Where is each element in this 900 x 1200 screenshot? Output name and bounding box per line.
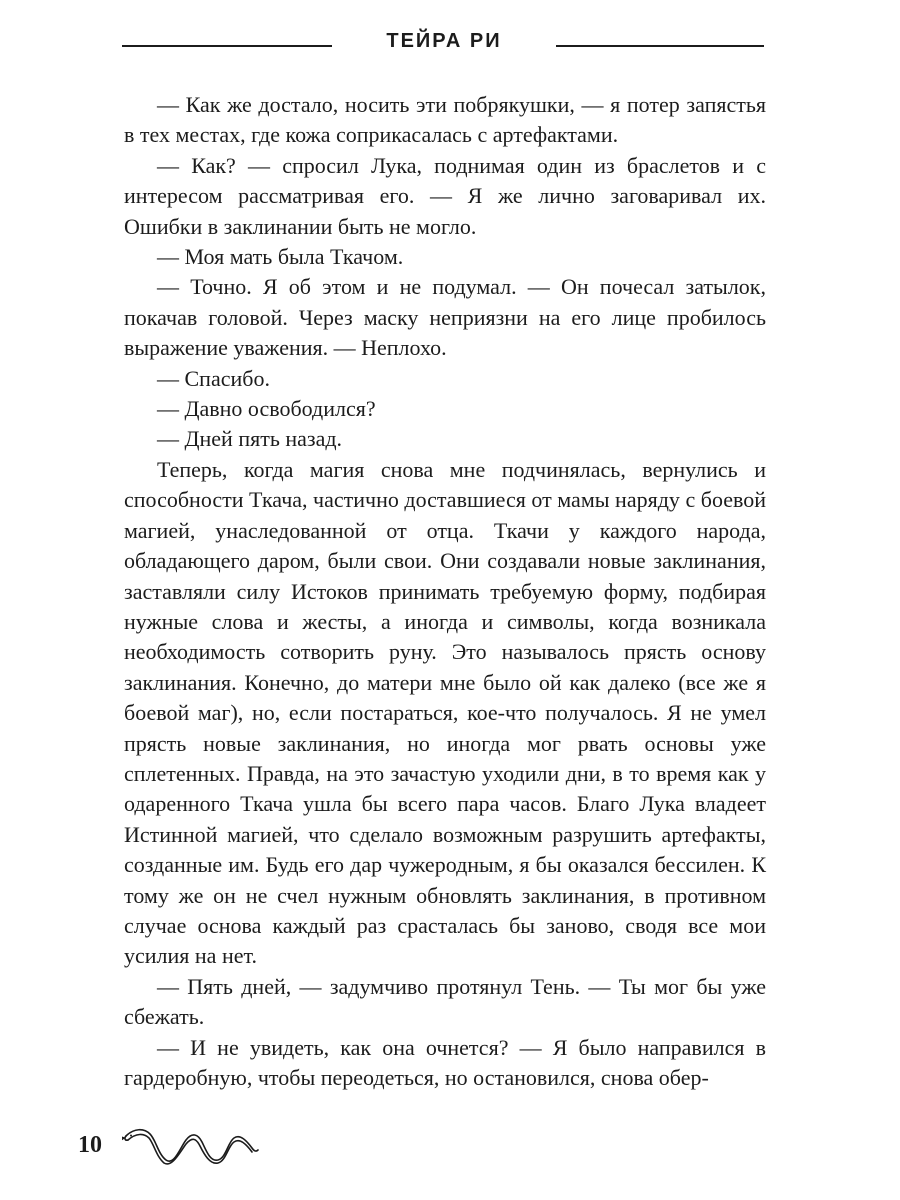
paragraph: — Как же достало, носить эти побрякушки, — я потер запястья в тех местах, где кожа соприкасалась с артефактами. — [124, 92, 766, 148]
body-text — [124, 90, 766, 1093]
paragraph: Теперь, когда магия снова мне подчинялась, вернулись и способности Ткача, частично доставшиеся от мамы наряду с боевой магией, унаследованной от отца. Ткачи у каждого народа, обладающего даром, были свои. Они создавали новые заклинания, заставляли силу Истоков принимать требуемую форму, подбирая нужные слова и жесты, а иногда и символы, когда возникала необходимость сотворить руну. Это называлось прясть основу заклинания. Конечно, до матери мне было ой как далеко (все же я боевой маг), но, если постараться, кое-что получалось. Я не умел прясть новые заклинания, но иногда мог рвать основы уже сплетенных. Правда, на это зачастую уходили дни, в то время как у одаренного Ткача ушла бы всего пара часов. Благо Лука владеет Истинной магией, что сделало возможным разрушить артефакты, созданные им. Будь его дар чужеродным, я бы оказался бессилен. К тому же он не счел нужным обновлять заклинания, в противном случае основа каждый раз срасталась бы заново, сводя все мои усилия на нет. — [124, 456, 766, 969]
paragraph: — Точно. Я об этом и не подумал. — Он почесал затылок, покачав головой. Через маску неприязни на его лице пробилось выражение уважения. — Неплохо. — [124, 274, 766, 361]
running-head: ТЕЙРА РИ — [386, 30, 502, 52]
serpent-ornament-icon — [122, 1120, 262, 1170]
paragraph: — И не увидеть, как она очнется? — Я было направился в гардеробную, чтобы переодеться, но остановился, снова обер- — [124, 1034, 766, 1090]
page-footer — [78, 1120, 378, 1180]
header-rule-right — [556, 45, 764, 47]
page-header — [122, 26, 764, 66]
paragraph: — Дней пять назад. — [157, 426, 343, 452]
paragraph: — Спасибо. — [157, 365, 270, 391]
paragraph: — Пять дней, — задумчиво протянул Тень. — Ты мог бы уже сбежать. — [124, 973, 766, 1030]
page-number: 10 — [78, 1132, 102, 1158]
paragraph: — Моя мать была Ткачом. — [157, 244, 404, 270]
paragraph: — Как? — спросил Лука, поднимая один из браслетов и с интересом рассматривая его. — Я же лично заговаривал их. Ошибки в заклинании быть не могло. — [124, 152, 766, 239]
header-rule-left — [122, 45, 332, 47]
paragraph: — Давно освободился? — [157, 396, 376, 422]
